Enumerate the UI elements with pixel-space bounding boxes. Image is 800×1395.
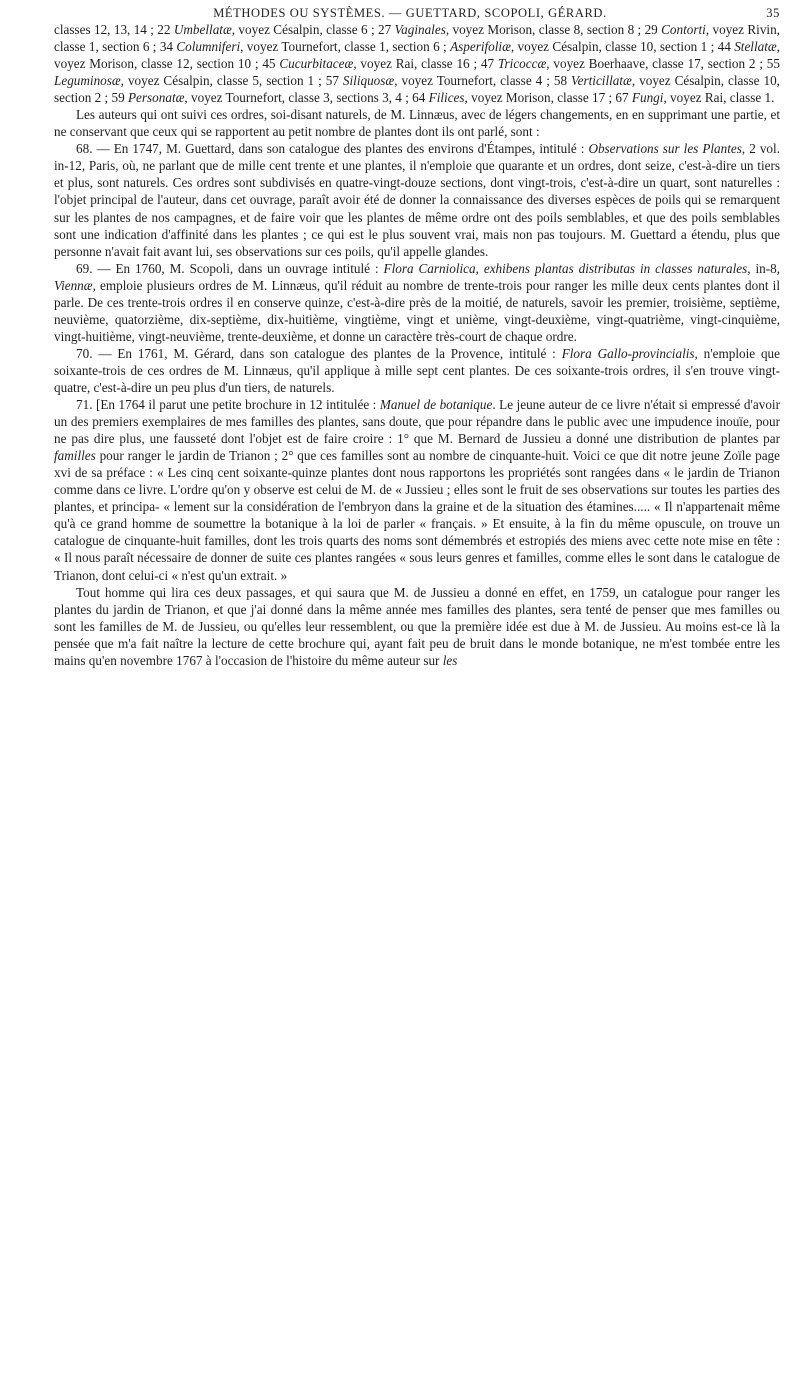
text-run: , voyez Morison, classe 12, section 10 ; 45 xyxy=(54,39,780,72)
italic-title: Fungi xyxy=(631,90,664,106)
text-run: 68. — En 1747, M. Guettard, dans son catalogue des plantes des environs d'Étampes, intitulé : xyxy=(76,141,589,157)
italic-title: Leguminosæ xyxy=(54,73,121,89)
body-text xyxy=(54,21,780,669)
italic-title: familles xyxy=(54,448,96,464)
italic-title: Umbellatæ xyxy=(173,22,232,37)
text-run: , 2 vol. in-12, Paris, où, ne parlant que de mille cent trente et une plantes, il n'emploie que quarante et un ordres, dont seize, c'est-à-dire un tiers et plus, sont naturels. Ces ordres sont subdivisés en quatre-vingt-douze sections, dont vingt-trois, c'est-à-dire un quart, sont naturelles : l'objet principal de l'auteur, dans cet ouvrage, paraît avoir été de donner la connaissance des diverses espèces de poils qui se remarquent sur les plantes de nos campagnes, et de faire voir que les plantes de même ordre ont des poils semblables, et que des poils semblables sont une indication d'affinité dans les plantes ; ce qui est le plus souvent vrai, mais non pas toujours. M. Guettard a étendu, plus que personne n'avait fait avant lui, ses observations sur ces poils, qu'il appelle glandes. xyxy=(54,141,780,259)
text-run: , voyez Morison, classe 17 ; 67 xyxy=(464,90,632,106)
italic-title: Contorti xyxy=(661,22,706,37)
text-run: . Le jeune auteur de ce livre n'était si empressé d'avoir un des premiers exemplaires de mes familles des plantes, sans doute, que pour répandre dans le public avec une impudence inouïe, pour ne pas dire plus, une fausseté dont l'objet est de faire croire : 1° que M. Bernard de Jussieu a donné une distribution de plantes par xyxy=(54,397,780,447)
text-run: , voyez Rivin, classe 1, section 6 ; 34 xyxy=(54,22,780,55)
italic-title: Cucurbitaceæ xyxy=(279,56,354,72)
text-run: , voyez Tournefort, classe 4 ; 58 xyxy=(394,73,572,89)
italic-title: Tricoccæ xyxy=(497,56,547,72)
text-run: , voyez Césalpin, classe 10, section 1 ; 44 xyxy=(510,39,735,55)
text-run: , voyez Rai, classe 16 ; 47 xyxy=(353,56,498,72)
text-run: , emploie plusieurs ordres de M. Linnæus, qu'il réduit au nombre de trente-trois pour ranger les mille deux cents plantes dont il parle. De ces trente-trois ordres il en conserve quinze, c'est-à-dire près de la moitié, de naturels, savoir les premier, troisième, septième, neuvième, quatorzième, dix-septième, dix-huitième, vingtième, vingt et unième, vingt-deuxième, vingt-quatrième, vingt-cinquième, vingt-huitième, vingt-neuvième, trente-deuxième, et donne un caractère très-court de chaque ordre. xyxy=(54,277,780,344)
text-run: , voyez Morison, classe 8, section 8 ; 29 xyxy=(445,22,662,37)
text-run: Tout homme qui lira ces deux passages, et qui saura que M. de Jussieu a donné en effet, en 1759, un catalogue pour ranger les plantes du jardin de Trianon, et que j'ai donné dans la même année mes familles des plantes, sera tenté de penser que mes familles ou sont les familles de M. de Jussieu, ou qu'elles leur ressemblent, ou que la première idée est due à M. de Jussieu. Au moins est-ce là la pensée que m'a fait naître la lecture de cette brochure qui, ayant fait peu de bruit dans le monde botanique, ne m'est tombée entre les mains qu'en novembre 1767 à l'occasion de l'histoire du même auteur sur xyxy=(54,584,780,668)
text-run: , voyez Rai, classe 1. xyxy=(663,90,775,106)
text-run: , voyez Césalpin, classe 6 ; 27 xyxy=(231,22,395,37)
page-number: 35 xyxy=(766,6,780,20)
italic-title: Observations sur les Plantes xyxy=(588,141,742,157)
text-run: , voyez Tournefort, classe 3, sections 3, 4 ; 64 xyxy=(184,90,429,106)
paragraph-68-guettard xyxy=(54,140,780,259)
italic-title: Manuel de botanique xyxy=(379,397,493,413)
paragraph-70-gerard xyxy=(54,345,780,396)
italic-title: Asperifoliæ xyxy=(450,39,511,55)
italic-title: Columniferi xyxy=(176,39,241,55)
text-run: 70. — En 1761, M. Gérard, dans son catalogue des plantes de la Provence, intitulé : xyxy=(76,345,562,361)
italic-title: Viennæ xyxy=(54,277,93,293)
text-run: , voyez Césalpin, classe 5, section 1 ; 57 xyxy=(120,73,343,89)
text-run: , in-8, xyxy=(747,260,781,276)
text-run: pour ranger le jardin de Trianon ; 2° que ces familles sont au nombre de cinquante-huit. Voici ce que dit notre jeune Zoïle page xvi de sa préface : « Les cinq cent soixante-quinze plantes dont nous rapportons les propriétés sont rangées dans « le jardin de Trianon comme dans ce livre. L'ordre qu'on y observe est celui de M. de « Jussieu ; elles sont le fruit de ses observations sur toutes les parties des plantes, et principa- « lement sur la considération de l'embryon dans la graine et de la situation des étamines..... « Il n'appartenait même qu'à ce grand homme de soumettre la botanique à la loi de parler « français. » Et ensuite, à la fin du même opuscule, on trouve un catalogue de cinquante-huit familles, dont les trois quarts des noms sont démembrés et estropiés des miens avec cette note mise en tête : « Il nous paraît nécessaire de donner de suite ces plantes rangées « sous leurs genres et familles, comme elles le sont dans le catalogue de Trianon, dont celui-ci « n'est qu'un extrait. » xyxy=(54,448,780,583)
italic-title: les xyxy=(442,652,458,668)
italic-title: Personatæ xyxy=(128,90,185,106)
text-run: 69. — En 1760, M. Scopoli, dans un ouvrage intitulé : xyxy=(76,260,384,276)
paragraph-69-scopoli xyxy=(54,260,780,345)
text-run: 71. [En 1764 il parut une petite brochure in 12 intitulée : xyxy=(76,397,380,413)
text-run: , n'emploie que soixante-trois de ces ordres de M. Linnæus, qu'il applique à mille sept cent plantes. De ces soixante-trois ordres, il s'en trouve vingt-quatre, c'est-à-dire un peu plus d'un tiers, de naturels. xyxy=(54,345,781,395)
italic-title: Verticillatæ xyxy=(571,73,632,89)
italic-title: Filices xyxy=(428,90,465,106)
text-run: , voyez Tournefort, classe 1, section 6 ; xyxy=(240,39,451,55)
running-title: MÉTHODES OU SYSTÈMES. — GUETTARD, SCOPOLI, GÉRARD. xyxy=(213,6,607,20)
text-run: , voyez Boerhaave, classe 17, section 2 ; 55 xyxy=(546,56,780,72)
italic-title: Vaginales xyxy=(394,22,446,37)
paragraph-authors-intro xyxy=(54,106,780,140)
italic-title: Flora Carniolica, exhibens plantas distributas in classes naturales xyxy=(383,260,748,276)
paragraph-71-manuel xyxy=(54,396,780,584)
italic-title: Flora Gallo-provincialis xyxy=(561,345,695,361)
text-run: , voyez Césalpin, classe 10, section 2 ; 59 xyxy=(54,73,780,106)
paragraph-conclusion xyxy=(54,584,780,669)
italic-title: Stellatæ xyxy=(734,39,777,55)
italic-title: Siliquosæ xyxy=(342,73,395,89)
text-run: Les auteurs qui ont suivi ces ordres, soi-disant naturels, de M. Linnæus, avec de légers changements, en en supprimant une partie, et ne conservant que ceux qui se rapportent au petit nombre de plantes dont ils ont parlé, sont : xyxy=(54,107,780,140)
paragraph-classes-list xyxy=(54,21,780,106)
text-run: classes 12, 13, 14 ; 22 xyxy=(54,22,174,37)
